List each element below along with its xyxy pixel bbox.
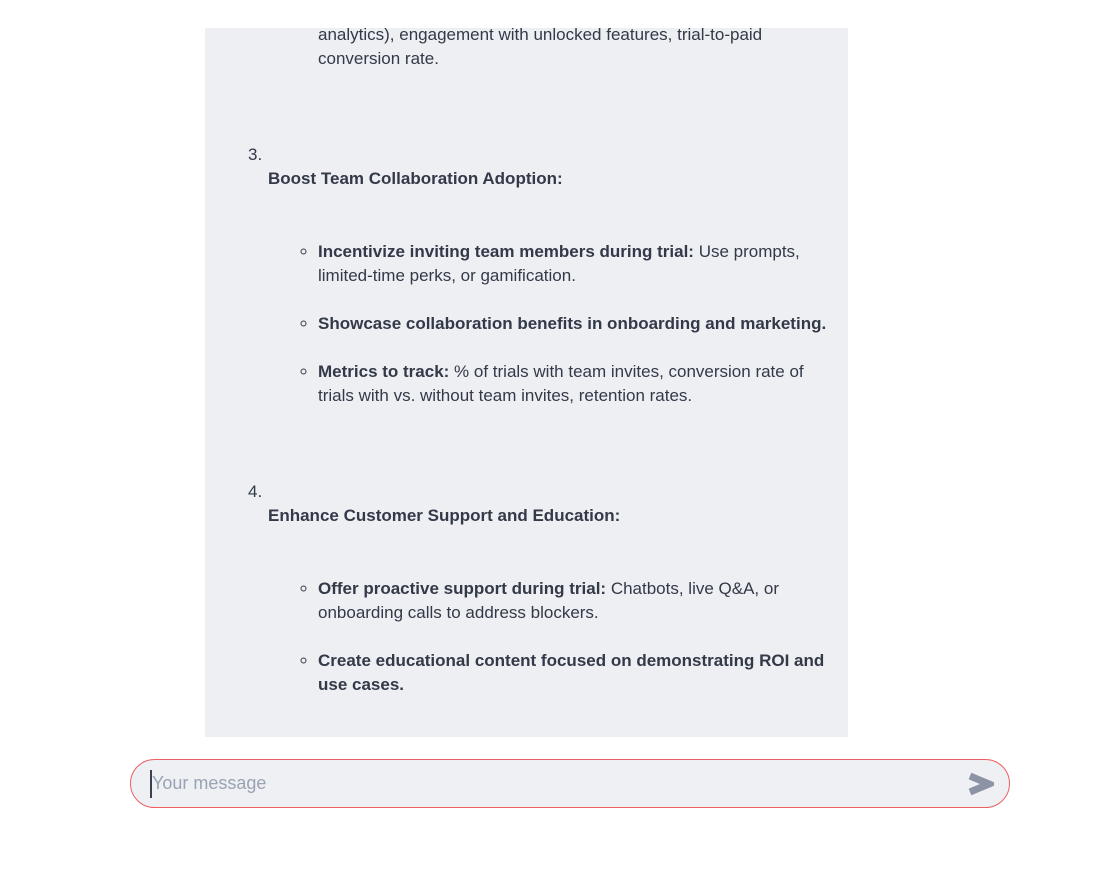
bullet-bold-text: Create educational content focused on demonstrating ROI and use cases. <box>318 651 825 694</box>
ordered-item-heading: Enhance Customer Support and Education: <box>268 506 621 525</box>
sub-bullet-list <box>205 577 828 697</box>
message-composer <box>130 759 1010 808</box>
message-input[interactable] <box>131 760 964 807</box>
bullet-item <box>318 649 828 697</box>
ordered-item-number: 4. <box>248 482 263 501</box>
sub-bullet-list <box>205 240 828 408</box>
bullet-bold-text: Showcase collaboration benefits in onboarding and marketing. <box>318 314 827 333</box>
send-button[interactable] <box>964 770 996 798</box>
bullet-item <box>318 312 828 336</box>
assistant-message-bubble <box>205 28 848 737</box>
bullet-bold-text: Offer proactive support during trial: <box>318 579 607 598</box>
ordered-item-number: 3. <box>248 145 263 164</box>
bullet-item <box>318 360 828 408</box>
message-continuation-text: analytics), engagement with unlocked features, trial-to-paid conversion rate. <box>318 28 763 68</box>
send-icon <box>966 772 994 796</box>
bullet-item <box>318 577 828 625</box>
bullet-item <box>318 240 828 288</box>
bullet-regular-text: % of trials with team invites, conversion rate of trials with vs. without team invites, retention rates. <box>318 362 804 405</box>
ordered-item-heading: Boost Team Collaboration Adoption: <box>268 169 563 188</box>
bullet-bold-text: Metrics to track: <box>318 362 450 381</box>
text-caret <box>150 770 152 798</box>
bullet-regular-text: Use prompts, limited-time perks, or gamification. <box>318 242 800 285</box>
bullet-regular-text: Chatbots, live Q&A, or onboarding calls to address blockers. <box>318 579 779 622</box>
bullet-bold-text: Incentivize inviting team members during trial: <box>318 242 694 261</box>
